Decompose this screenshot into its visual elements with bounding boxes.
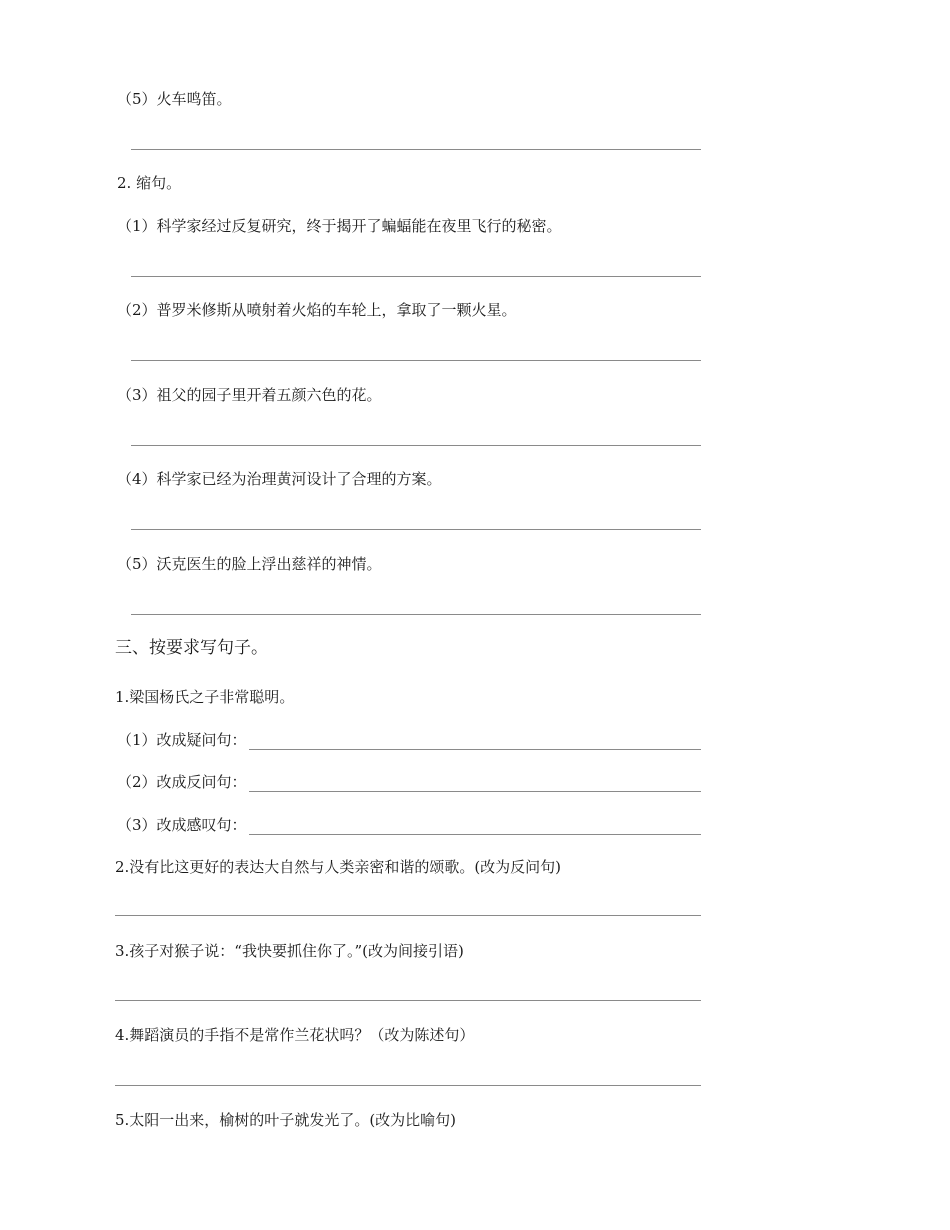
answer-line[interactable]: [249, 733, 701, 750]
answer-line[interactable]: [131, 276, 701, 277]
rewrite-exclamation-row: [117, 815, 701, 835]
shorten-q3-text: （3）祖父的园子里开着五颜六色的花。: [117, 386, 382, 404]
shorten-q4-text: （4）科学家已经为治理黄河设计了合理的方案。: [117, 470, 442, 488]
answer-line[interactable]: [115, 1000, 701, 1001]
contract-q5-text: （5）火车鸣笛。: [117, 90, 232, 108]
question-2-title: 2. 缩句。: [117, 174, 182, 192]
rewrite-exclamation-label: （3）改成感叹句：: [117, 816, 247, 834]
answer-line[interactable]: [115, 915, 701, 916]
answer-line[interactable]: [131, 614, 701, 615]
rewrite-rhetorical-row: [117, 772, 701, 792]
answer-line[interactable]: [249, 775, 701, 792]
answer-line[interactable]: [131, 149, 701, 150]
shorten-q2-text: （2）普罗米修斯从喷射着火焰的车轮上，拿取了一颗火星。: [117, 301, 517, 319]
rewrite-question-label: （1）改成疑问句：: [117, 731, 247, 749]
sentence-q4-text: 4.舞蹈演员的手指不是常作兰花状吗？（改为陈述句）: [115, 1026, 475, 1044]
answer-line[interactable]: [131, 445, 701, 446]
rewrite-rhetorical-label: （2）改成反问句：: [117, 773, 247, 791]
section-3-heading: 三、按要求写句子。: [115, 638, 268, 658]
sentence-q3-text: 3.孩子对猴子说：“我快要抓住你了。”(改为间接引语): [115, 942, 464, 960]
answer-line[interactable]: [131, 529, 701, 530]
answer-line[interactable]: [115, 1085, 701, 1086]
answer-line[interactable]: [131, 360, 701, 361]
shorten-q5-text: （5）沃克医生的脸上浮出慈祥的神情。: [117, 555, 382, 573]
sentence-q5-text: 5.太阳一出来，榆树的叶子就发光了。(改为比喻句): [115, 1111, 457, 1129]
shorten-q1-text: （1）科学家经过反复研究，终于揭开了蝙蝠能在夜里飞行的秘密。: [117, 217, 562, 235]
sentence-q1-title: 1.梁国杨氏之子非常聪明。: [115, 688, 295, 706]
rewrite-question-row: [117, 730, 701, 750]
answer-line[interactable]: [249, 818, 701, 835]
sentence-q2-text: 2.没有比这更好的表达大自然与人类亲密和谐的颂歌。(改为反问句): [115, 858, 562, 876]
